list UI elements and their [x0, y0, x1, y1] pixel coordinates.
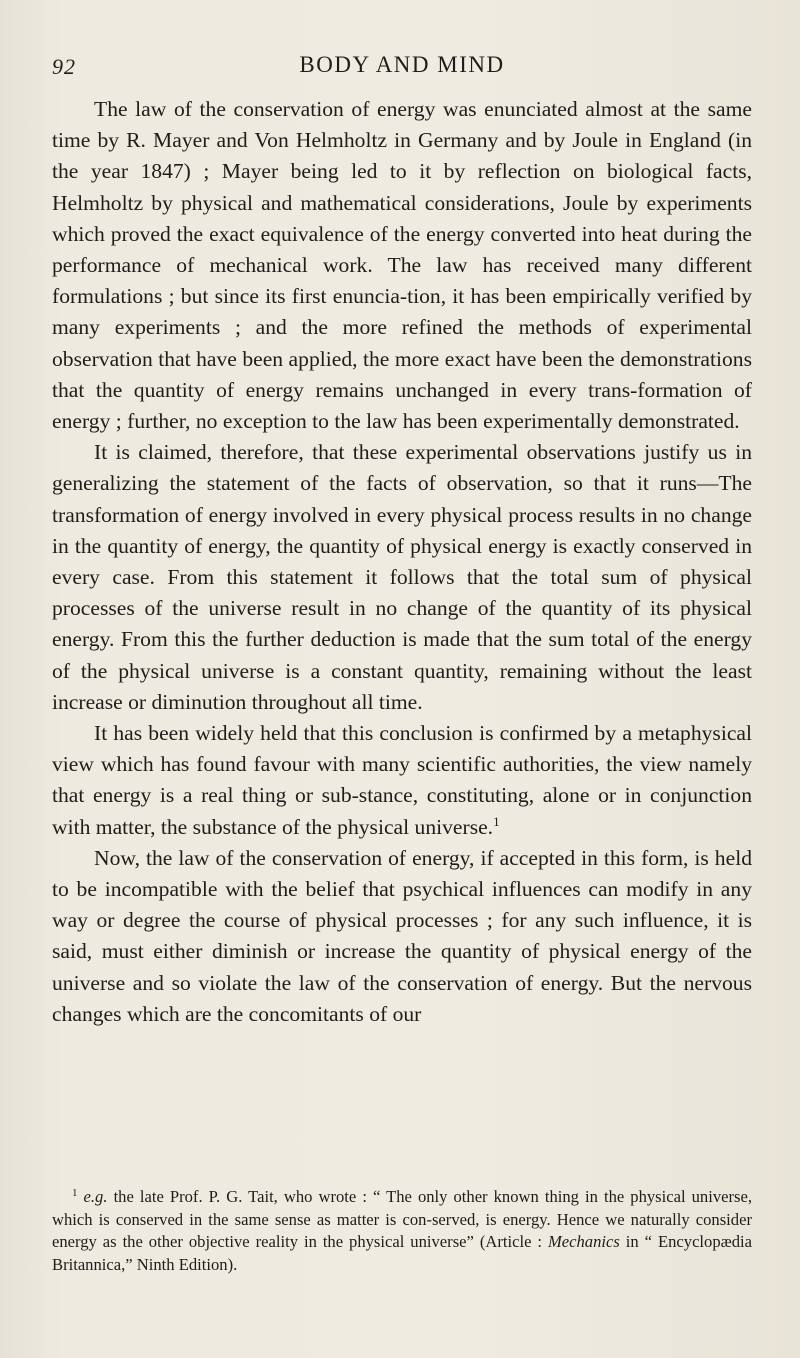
footnote-text-after: in “ Encyclopædia Britannica,” Ninth Edition). — [52, 1232, 752, 1274]
footnote-article-title: Mechanics — [547, 1232, 620, 1252]
paragraph-conservation-law: The law of the conservation of energy was enunciated almost at the same time by R. Mayer and Von Helmholtz in Germany and by Joule in England (in the year 1847) ; Mayer being led to it by reflection on biological facts, Helmholtz by physical and mathematical considerations, Joule by experiments which proved the exact equivalence of the energy converted into heat during the performance of mechanical work. The law has received many different formulations ; but since its first enuncia-tion, it has been empirically verified by many experiments ; and the more refined the methods of experimental observation that have been applied, the more exact have been the demonstrations that the quantity of energy remains unchanged in every trans-formation of energy ; further, no exception to the law has been experimentally demonstrated. — [52, 97, 752, 434]
footnote-text-before: the late Prof. P. G. Tait, who wrote : “ The only other known thing in the physical universe, which is conserved in the same sense as matter is con-served, is energy. Hence we naturally consider energy as the other objective reality in the physical universe” (Article : — [52, 1187, 752, 1252]
page-header — [52, 52, 752, 82]
paragraph-psychical-influences: Now, the law of the conservation of energy, if accepted in this form, is held to be incompatible with the belief that psychical influences can modify in any way or degree the course of physical processes ; for any such influence, it is said, must either diminish or increase the quantity of physical energy of the universe and so violate the law of the conservation of energy. But the nervous changes which are the concomitants of our — [52, 845, 752, 1026]
footnote-abbrev: e.g. — [83, 1187, 108, 1206]
paragraph-generalization: It is claimed, therefore, that these experimental observations justify us in generalizing the statement of the facts of observation, so that it runs—The transformation of energy involved in every physical process results in no change in the quantity of energy, the quantity of physical energy is exactly conserved in every case. From this statement it follows that the total sum of physical processes of the universe result in no change of the quantity of its physical energy. From this the further deduction is made that the sum total of the energy of the physical universe is a constant quantity, remaining without the least increase or diminution throughout all time. — [52, 440, 752, 714]
footnote-reference: 1 — [493, 813, 500, 829]
page-number: 92 — [52, 54, 76, 79]
paragraph-metaphysical-view — [52, 718, 752, 843]
footnotes — [52, 1186, 752, 1276]
footnote-marker: 1 — [72, 1187, 78, 1199]
paragraph-metaphysical-view-text: It has been widely held that this conclusion is confirmed by a metaphysical view which has found favour with many scientific authorities, the view namely that energy is a real thing or sub-stance, constituting, alone or in conjunction with matter, the substance of the physical universe. — [52, 721, 752, 839]
footnote — [52, 1186, 752, 1276]
body-text — [52, 94, 752, 1030]
running-head: BODY AND MIND — [299, 52, 505, 77]
